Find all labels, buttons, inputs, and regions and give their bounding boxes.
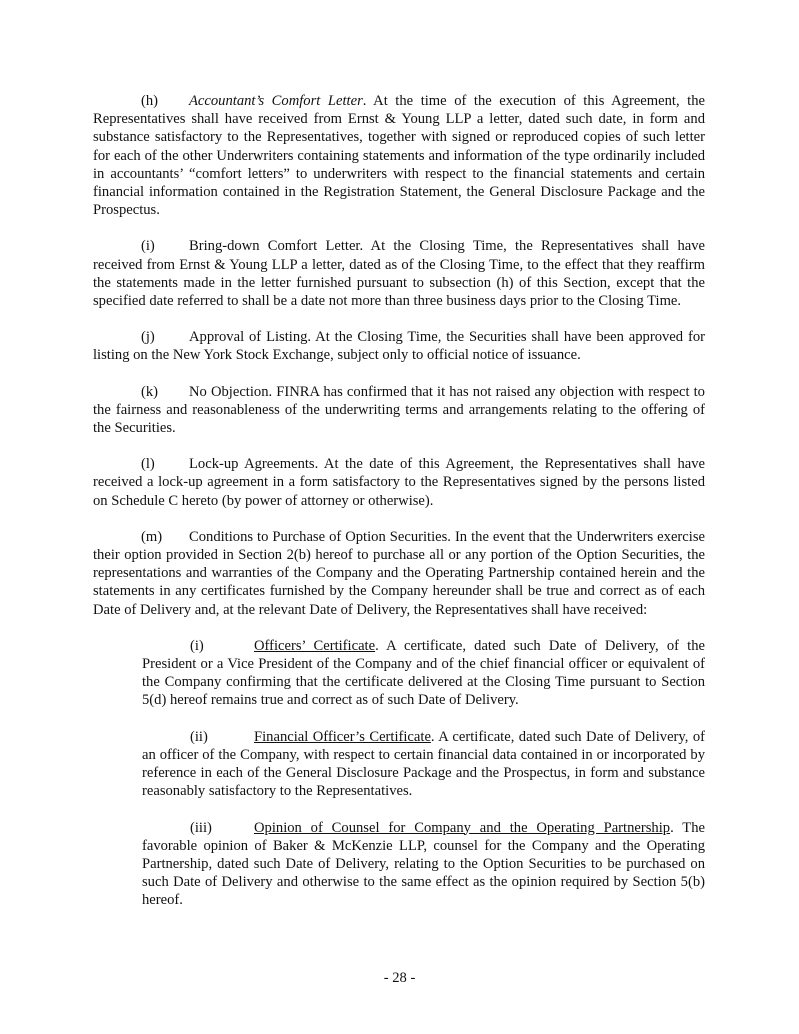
paragraph-number: (h) — [141, 93, 159, 109]
paragraph-heading: Accountant’s Comfort Letter — [189, 93, 363, 109]
heading-suffix: . — [362, 93, 367, 109]
subparagraph-m-ii — [142, 728, 705, 801]
paragraph-number: (j) — [141, 329, 155, 346]
subparagraph-number: (ii) — [190, 728, 208, 745]
paragraph-m — [93, 528, 705, 619]
subparagraph-heading: Opinion of Counsel for Company and the Operating Partnership — [254, 819, 671, 836]
paragraph-number: (k) — [141, 383, 159, 400]
heading-suffix: . — [359, 238, 364, 255]
paragraph-l — [93, 455, 705, 510]
heading-suffix: . — [447, 528, 451, 545]
subparagraph-m-iii — [142, 819, 705, 910]
paragraph-j — [93, 328, 705, 364]
heading-suffix: . — [314, 456, 319, 473]
paragraph-heading: Conditions to Purchase of Option Securities — [189, 528, 448, 545]
paragraph-k — [93, 383, 705, 438]
subparagraph-body: A certificate, dated such Date of Delivery, of an officer of the Company, with respect to certain financial data contained in or incorporated by reference in each of the General Disclosure Package and the Prospectus, in form and substance reasonably satisfactory to the Representatives. — [142, 728, 706, 800]
paragraph-number: (m) — [141, 528, 163, 545]
heading-suffix: . — [430, 728, 435, 745]
subparagraph-m-i — [142, 637, 705, 710]
subparagraph-number: (i) — [190, 637, 204, 654]
paragraph-body: At the Closing Time, the Representatives shall have received from Ernst & Young LLP a letter, dated as of the Closing Time, to the effect that they reaffirm the statements made in the letter furnished pursuant to subsection (h) of this Section, except that the specified date referred to shall be a date not more than three business days prior to the Closing Time. — [93, 238, 705, 310]
paragraph-heading: Bring-down Comfort Letter — [189, 238, 360, 255]
heading-suffix: . — [268, 383, 273, 400]
paragraph-body: At the date of this Agreement, the Representatives shall have received a lock-up agreement in a form satisfactory to the Representatives signed by the persons listed on Schedule C hereto (by power of attorney or otherwise). — [93, 456, 705, 509]
subparagraph-body: The favorable opinion of Baker & McKenzie LLP, counsel for the Company and the Operating Partnership, dated such Date of Delivery, relating to the Option Securities to be purchased on such Date of Delivery and otherwise to the same effect as the opinion required by Section 5(b) hereof. — [142, 819, 705, 909]
subparagraph-number: (iii) — [190, 819, 212, 836]
paragraph-number: (l) — [141, 456, 155, 473]
page-number: - 28 - — [383, 970, 416, 986]
heading-suffix: . — [670, 819, 674, 836]
paragraph-body: In the event that the Underwriters exercise their option provided in Section 2(b) hereof to purchase all or any portion of the Option Securities, the representations and warranties of the Company and the Operating Partnership contained herein and the statements in any certificates furnished by the Company hereunder shall be true and correct as of each Date of Delivery and, at the relevant Date of Delivery, the Representatives shall have received: — [93, 528, 705, 618]
paragraph-h — [93, 92, 705, 219]
paragraph-body: At the Closing Time, the Securities shall have been approved for listing on the New York Stock Exchange, subject only to official notice of issuance. — [93, 329, 705, 364]
paragraph-i — [93, 237, 705, 310]
heading-suffix: . — [375, 637, 379, 654]
subparagraph-heading: Officers’ Certificate — [254, 637, 376, 654]
paragraph-body: At the time of the execution of this Agreement, the Representatives shall have received from Ernst & Young LLP a letter, dated such date, in form and substance satisfactory to the Representatives, together with signed or reproduced copies of such letter for each of the other Underwriters containing statements and information of the type ordinarily included in accountants’ “comfort letters” to underwriters with respect to the financial statements and certain financial information contained in the Registration Statement, the General Disclosure Package and the Prospectus. — [93, 93, 705, 219]
subparagraph-heading: Financial Officer’s Certificate — [254, 728, 431, 745]
paragraph-heading: No Objection — [189, 383, 269, 400]
paragraph-heading: Approval of Listing — [189, 329, 308, 346]
subparagraph-body: A certificate, dated such Date of Delivery, of the President or a Vice President of the Company and of the chief financial officer or equivalent of the Company confirming that the certificate delivered at the Closing Time pursuant to Section 5(d) hereof remains true and correct as of such Date of Delivery. — [142, 637, 705, 709]
heading-suffix: . — [307, 329, 312, 346]
paragraph-heading: Lock-up Agreements — [189, 456, 315, 473]
document-page — [93, 92, 705, 928]
paragraph-body: FINRA has confirmed that it has not raised any objection with respect to the fairness and reasonableness of the underwriting terms and arrangements relating to the offering of the Securities. — [93, 383, 705, 437]
paragraph-number: (i) — [141, 238, 155, 255]
